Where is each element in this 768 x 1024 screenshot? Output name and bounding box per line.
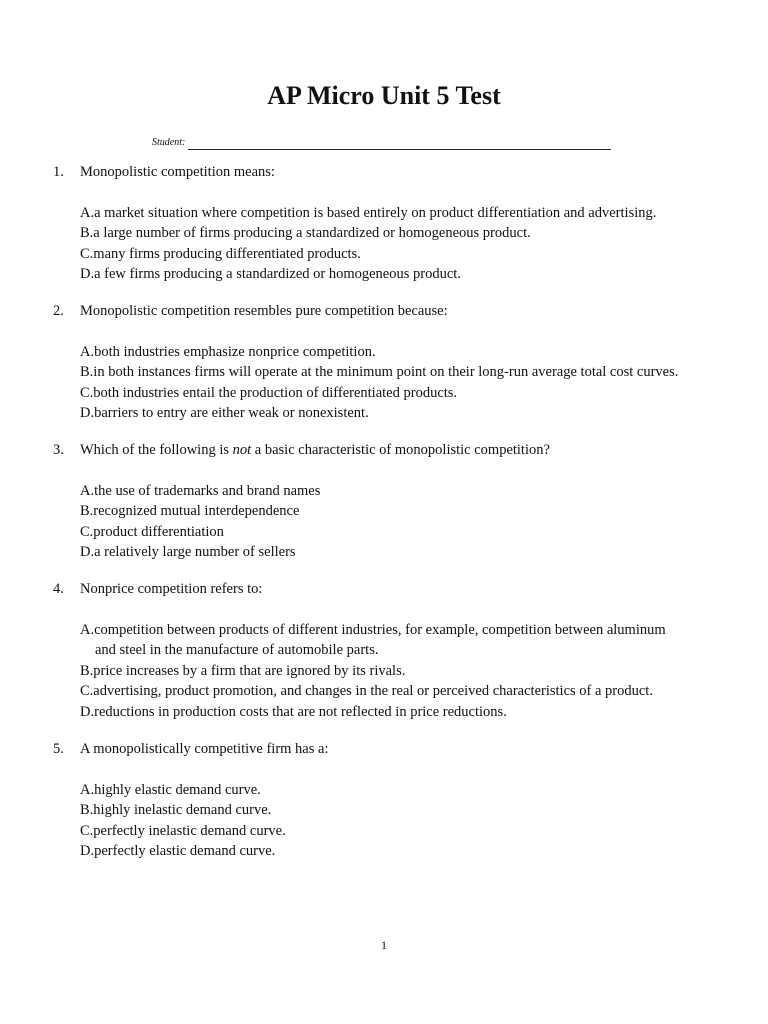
- question-text: [80, 440, 550, 461]
- option-a: [80, 780, 733, 801]
- question-text: Monopolistic competition means:: [80, 164, 275, 180]
- option-text: recognized mutual interdependence: [93, 503, 300, 519]
- option-b: [80, 501, 733, 522]
- option-letter: D.: [80, 266, 95, 282]
- option-text: highly elastic demand curve.: [94, 781, 261, 798]
- option-d: [80, 841, 733, 862]
- option-b: [80, 223, 733, 244]
- option-letter: A.: [80, 621, 95, 638]
- question-2: [53, 301, 733, 424]
- student-name-line: [188, 139, 611, 150]
- question-number: 5.: [53, 741, 64, 757]
- option-text-continued: and steel in the manufacture of automobile parts.: [95, 642, 379, 658]
- answer-options: [80, 620, 733, 723]
- option-text: competition between products of different industries, for example, competition between aluminum: [94, 621, 666, 638]
- option-text: a few firms producing a standardized or homogeneous product.: [94, 266, 461, 282]
- option-letter: A.: [80, 482, 95, 499]
- option-letter: A.: [80, 781, 95, 798]
- option-letter: C.: [80, 683, 94, 699]
- option-text: both industries emphasize nonprice competition.: [94, 343, 376, 360]
- answer-options: [80, 203, 733, 285]
- option-a: [80, 620, 733, 661]
- option-d: [80, 542, 733, 563]
- student-label: Student:: [152, 137, 186, 148]
- option-letter: A.: [80, 343, 95, 360]
- question-number: 4.: [53, 581, 64, 597]
- question-3: [53, 440, 733, 563]
- option-letter: B.: [80, 503, 94, 519]
- option-letter: D.: [80, 703, 95, 720]
- page-title: AP Micro Unit 5 Test: [267, 81, 501, 110]
- option-text: many firms producing differentiated products.: [93, 245, 361, 262]
- option-b: [80, 800, 733, 821]
- option-text: barriers to entry are either weak or nonexistent.: [94, 405, 369, 421]
- option-text: a relatively large number of sellers: [94, 544, 296, 560]
- question-number: 3.: [53, 442, 64, 458]
- option-text: a market situation where competition is based entirely on product differentiation and advertising.: [94, 204, 657, 221]
- option-letter: C.: [80, 523, 94, 540]
- option-text: price increases by a firm that are ignored by its rivals.: [93, 662, 406, 679]
- option-text: reductions in production costs that are not reflected in price reductions.: [94, 703, 507, 720]
- option-letter: D.: [80, 405, 95, 421]
- option-letter: D.: [80, 843, 95, 859]
- answer-options: [80, 342, 733, 424]
- question-text: Monopolistic competition resembles pure competition because:: [80, 303, 448, 319]
- option-d: [80, 403, 733, 424]
- option-a: [80, 203, 733, 224]
- question-5: [53, 739, 733, 862]
- option-letter: C.: [80, 822, 94, 839]
- option-c: [80, 821, 733, 842]
- option-text: advertising, product promotion, and changes in the real or perceived characteristics of a product.: [93, 683, 653, 699]
- question-number: 1.: [53, 164, 64, 180]
- option-c: [80, 681, 733, 702]
- option-text: perfectly inelastic demand curve.: [93, 822, 286, 839]
- option-letter: B.: [80, 225, 94, 241]
- question-text-emphasis: not: [232, 442, 252, 458]
- question-text: A monopolistically competitive firm has a:: [80, 741, 329, 757]
- option-c: [80, 522, 733, 543]
- option-b: [80, 362, 733, 383]
- question-text: Nonprice competition refers to:: [80, 581, 263, 597]
- option-letter: B.: [80, 802, 94, 818]
- question-1: [53, 162, 733, 285]
- option-letter: B.: [80, 364, 94, 380]
- option-c: [80, 244, 733, 265]
- option-b: [80, 661, 733, 682]
- option-text: product differentiation: [93, 523, 224, 540]
- question-4: [53, 579, 733, 722]
- question-number: 2.: [53, 303, 64, 319]
- option-letter: D.: [80, 544, 95, 560]
- option-text: both industries entail the production of differentiated products.: [93, 384, 458, 401]
- option-text: the use of trademarks and brand names: [94, 482, 321, 499]
- question-text-after: a basic characteristic of monopolistic competition?: [251, 442, 550, 458]
- answer-options: [80, 481, 733, 563]
- option-c: [80, 383, 733, 404]
- answer-options: [80, 780, 733, 862]
- option-text: perfectly elastic demand curve.: [94, 843, 276, 859]
- option-text: a large number of firms producing a standardized or homogeneous product.: [93, 225, 531, 241]
- option-letter: C.: [80, 384, 94, 401]
- option-d: [80, 702, 733, 723]
- option-letter: C.: [80, 245, 94, 262]
- option-letter: A.: [80, 204, 95, 221]
- option-letter: B.: [80, 662, 94, 679]
- page-number: 1: [381, 938, 387, 952]
- option-text: in both instances firms will operate at the minimum point on their long-run average total cost curves.: [93, 364, 679, 380]
- question-text-before: Which of the following is: [80, 442, 233, 458]
- option-text: highly inelastic demand curve.: [93, 802, 272, 818]
- option-a: [80, 342, 733, 363]
- student-name-row: [152, 136, 611, 150]
- option-a: [80, 481, 733, 502]
- option-d: [80, 264, 733, 285]
